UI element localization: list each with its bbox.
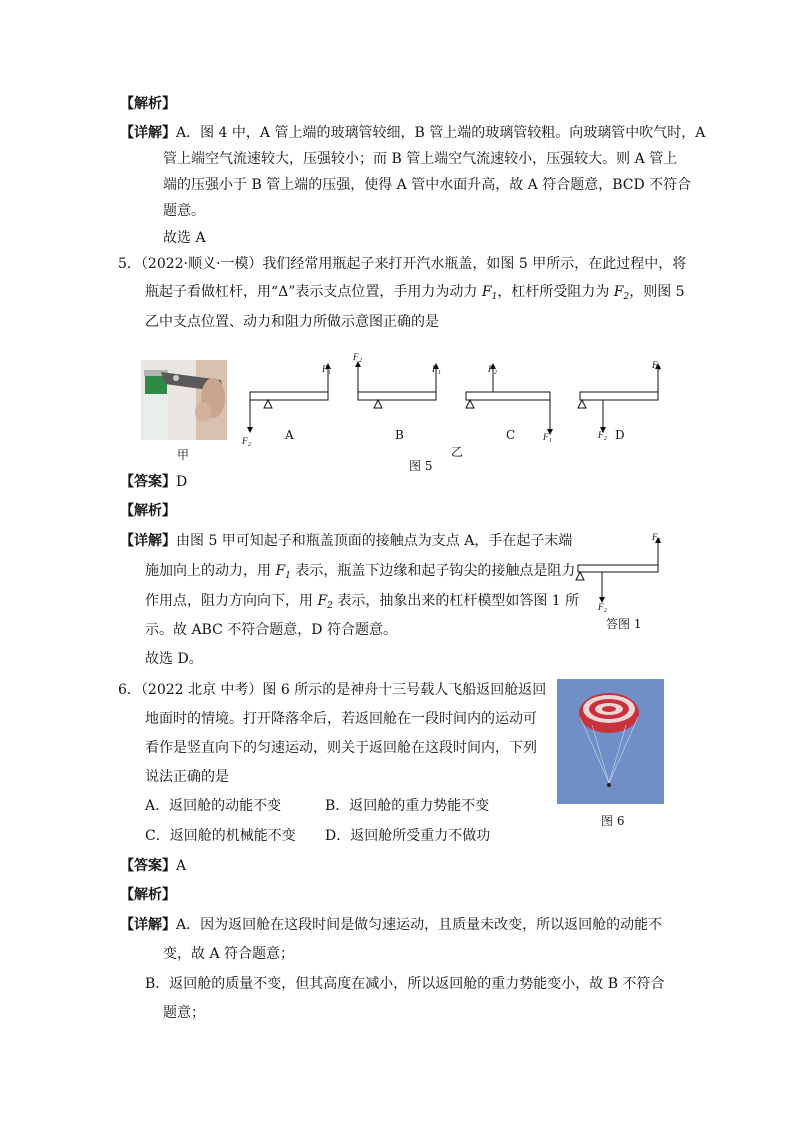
force-f2-subscript: 2 <box>327 601 333 611</box>
figure-jia-label: 甲 <box>177 448 190 462</box>
force-label: F <box>488 364 494 374</box>
lever-option-d <box>578 366 658 430</box>
option-label-d: D <box>615 428 625 442</box>
detail-line <box>120 124 705 142</box>
answer-lever-diagram <box>572 530 672 620</box>
option-d: D．返回舱所受重力不做功 <box>325 828 491 844</box>
detail-line: 端的压强小于 B 管上端的压强，使得 A 管中水面升高，故 A 符合题意，BCD 不符合 <box>163 177 692 193</box>
analysis-heading: 【解析】 <box>120 503 176 519</box>
detail-line: 管上端空气流速较大，压强较小；而 B 管上端空气流速较小，压强较大。则 A 管上 <box>163 151 678 167</box>
answer-figure-caption: 答图 1 <box>606 617 642 631</box>
force-label: 1 <box>438 370 441 376</box>
bottle-opener-photo <box>141 360 227 440</box>
detail-tag: 【详解】 <box>120 533 176 549</box>
detail-line <box>120 916 662 934</box>
detail-line: 题意。 <box>163 203 205 219</box>
option-b: B．返回舱的重力势能不变 <box>325 798 490 814</box>
option-label-a: A <box>285 428 294 442</box>
figure-5-caption: 图 5 <box>409 459 433 473</box>
answer-value: A <box>176 858 187 874</box>
detail-text: 施加向上的动力，用 <box>145 563 276 579</box>
force-f1-label: F <box>481 284 492 300</box>
analysis-heading: 【解析】 <box>120 887 176 903</box>
detail-line <box>145 592 579 615</box>
choose-line: 故选 A <box>163 230 206 246</box>
lever-option-c <box>466 366 550 432</box>
detail-line: B．返回舱的质量不变，但其高度在减小，所以返回舱的重力势能变小，故 B 不符合 <box>145 976 665 992</box>
option-c: C．返回舱的机械能不变 <box>145 828 296 844</box>
force-label: 1 <box>328 370 331 376</box>
lever-option-b <box>358 364 436 408</box>
figure-yi-label: 乙 <box>451 445 464 459</box>
force-label: F <box>652 360 658 370</box>
stem-text: 瓶起子看做杠杆，用“Δ”表示支点位置，手用力为动力 <box>145 284 482 300</box>
detail-line <box>120 532 572 550</box>
question-6-stem: 看作是竖直向下的匀速运动，则关于返回舱在这段时间内，下列 <box>145 740 537 756</box>
force-label: 2 <box>248 442 251 447</box>
detail-text: 作用点，阻力方向向下，用 <box>145 593 318 609</box>
question-6-stem: 6．（2022 北京 中考）图 6 所示的是神舟十三号载人飞船返回舱返回 <box>118 682 547 698</box>
force-label: 1 <box>658 538 661 544</box>
option-label-b: B <box>395 428 404 442</box>
lever-option-a <box>250 366 328 430</box>
detail-tag: 【详解】 <box>120 917 176 933</box>
force-label: 2 <box>604 436 607 442</box>
force-f2-label: F <box>317 593 328 609</box>
lever-diagrams <box>238 352 668 447</box>
force-label: F <box>242 436 248 446</box>
detail-line: 示。故 ABC 不符合题意，D 符合题意。 <box>145 622 397 638</box>
option-label-c: C <box>506 428 516 442</box>
answer-line <box>120 473 187 491</box>
force-label: F <box>652 532 658 542</box>
question-5-stem: 乙中支点位置、动力和阻力所做示意图正确的是 <box>145 314 439 330</box>
question-6-stem: 说法正确的是 <box>145 769 229 785</box>
figure-6-caption: 图 6 <box>601 814 625 828</box>
force-label: F <box>432 364 438 374</box>
detail-text: A．图 4 中，A 管上端的玻璃管较细，B 管上端的玻璃管较粗。向玻璃管中吹气时，A <box>176 125 706 141</box>
force-label: 1 <box>549 438 552 444</box>
force-label: 2 <box>494 370 497 376</box>
answer-tag: 【答案】 <box>120 858 176 874</box>
force-f1-subscript: 1 <box>491 292 498 302</box>
answer-value: D <box>176 474 188 490</box>
force-label: F <box>543 432 549 442</box>
answer-line <box>120 857 186 875</box>
force-label: F <box>322 364 328 374</box>
detail-line: 变，故 A 符合题意； <box>163 946 295 962</box>
detail-line <box>145 562 575 585</box>
force-f2-label: F <box>613 284 624 300</box>
question-5-stem <box>145 283 685 306</box>
stem-text: ，杠杆所受阻力为 <box>497 284 614 300</box>
question-5-stem: 5．（2022·顺义·一模）我们经常用瓶起子来打开汽水瓶盖，如图 5 甲所示，在此过程中，将 <box>118 256 687 272</box>
force-label: F <box>353 352 359 362</box>
option-a: A．返回舱的动能不变 <box>145 798 282 814</box>
detail-line: 题意； <box>163 1005 205 1021</box>
detail-text: A．因为返回舱在这段时间是做匀速运动，且质量未改变，所以返回舱的动能不 <box>176 917 663 933</box>
question-6-stem: 地面时的情境。打开降落伞后，若返回舱在一段时间内的运动可 <box>145 711 537 727</box>
force-label: F <box>598 430 604 440</box>
force-f1-subscript: 1 <box>285 571 291 581</box>
force-f2-subscript: 2 <box>623 292 630 302</box>
detail-tag: 【详解】 <box>120 125 176 141</box>
detail-text: 由图 5 甲可知起子和瓶盖顶面的接触点为支点 A，手在起子末端 <box>176 533 573 549</box>
force-label: 1 <box>658 366 661 372</box>
force-label: 2 <box>359 358 362 364</box>
detail-text: 表示，瓶盖下边缘和起子钩尖的接触点是阻力 <box>290 563 576 579</box>
force-f1-label: F <box>275 563 286 579</box>
detail-text: 表示，抽象出来的杠杆模型如答图 1 所 <box>332 593 580 609</box>
choose-line: 故选 D。 <box>145 651 203 667</box>
force-label: 2 <box>604 608 607 614</box>
force-label: F <box>598 602 604 612</box>
answer-tag: 【答案】 <box>120 474 176 490</box>
parachute-capsule-photo <box>557 679 664 804</box>
analysis-heading: 【解析】 <box>120 96 176 112</box>
stem-text: ，则图 5 <box>629 284 685 300</box>
